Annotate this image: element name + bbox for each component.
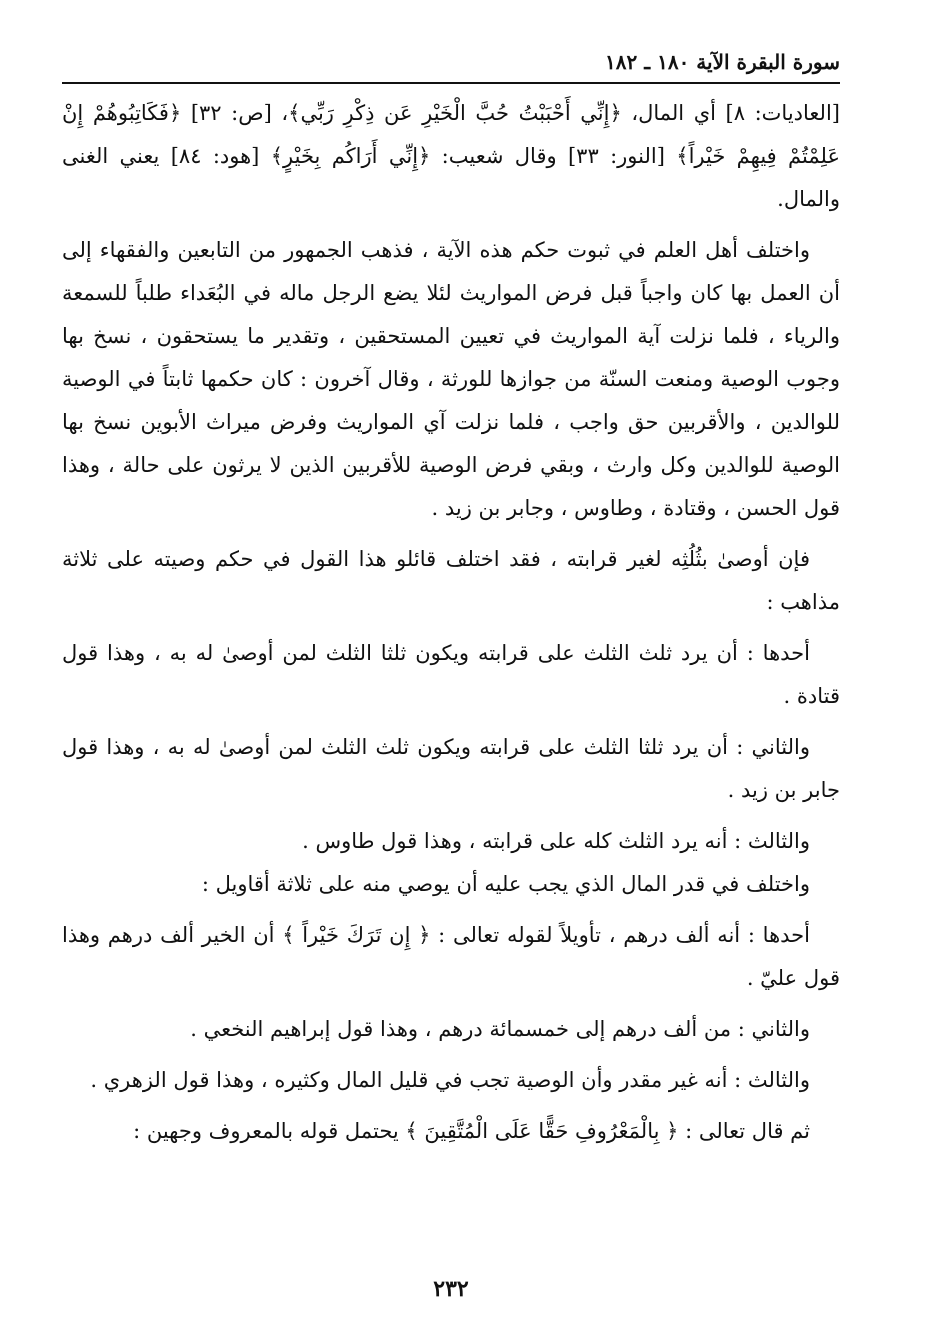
paragraph: أحدها : أنه ألف درهم ، تأويلاً لقوله تعالى : ﴿ إِن تَرَكَ خَيْراً ﴾ أن الخير ألف درهم وهذا قول عليّ .: [62, 923, 840, 990]
paragraph: فإن أوصىٰ بثُلُثِه لغير قرابته ، فقد اختلف قائلو هذا القول في حكم وصيته على ثلاثة مذاهب :: [62, 547, 840, 614]
running-header: [62, 40, 840, 82]
paragraph: واختلف أهل العلم في ثبوت حكم هذه الآية ، فذهب الجمهور من التابعين والفقهاء إلى أن العمل بها كان واجباً قبل فرض المواريث لئلا يضع الرجل ماله في البُعَداء طلباً للسمعة والرياء ، فلما نزلت آية المواريث في تعيين المستحقين ، وتقدير ما يستحقون ، نسخ بها وجوب الوصية ومنعت السنّة من جوازها للورثة ، وقال آخرون : كان حكمها ثابتاً في الوصية للوالدين ، والأقربين حق واجب ، فلما نزلت آي المواريث وفرض ميراث الأبوين نسخ بها الوصية للوالدين وكل وارث ، وبقي فرض الوصية للأقربين الذين لا يرثون على حالة ، وهذا قول الحسن ، وقتادة ، وطاوس ، وجابر بن زيد .: [62, 238, 840, 520]
paragraph: واختلف في قدر المال الذي يجب عليه أن يوصي منه على ثلاثة أقاويل :: [201, 872, 810, 896]
paragraph: والثاني : من ألف درهم إلى خمسمائة درهم ، وهذا قول إبراهيم النخعي .: [190, 1017, 810, 1041]
paragraph: أحدها : أن يرد ثلث الثلث على قرابته ويكون ثلثا الثلث لمن أوصىٰ له به ، وهذا قول قتادة .: [62, 641, 840, 708]
header-title: سورة البقرة الآية ١٨٠ ـ ١٨٢: [605, 50, 840, 74]
page-body: [62, 92, 840, 1153]
paragraph: والثاني : أن يرد ثلثا الثلث على قرابته ويكون ثلث الثلث لمن أوصىٰ له به ، وهذا قول جابر بن زيد .: [62, 735, 840, 802]
paragraph: والثالث : أنه غير مقدر وأن الوصية تجب في قليل المال وكثيره ، وهذا قول الزهري .: [90, 1068, 810, 1092]
header-rule: [62, 82, 840, 84]
paragraph: والثالث : أنه يرد الثلث كله على قرابته ، وهذا قول طاوس .: [302, 829, 810, 853]
paragraph: [العاديات: ٨] أي المال، ﴿إِنِّي أَحْبَبْتُ حُبَّ الْخَيْرِ عَن ذِكْرِ رَبِّي﴾، [ص: ٣٢] ﴿فَكَاتِبُوهُمْ إِنْ عَلِمْتُمْ فِيهِمْ خَيْراً﴾ [النور: ٣٣] وقال شعيب: ﴿إِنِّي أَرَاكُم بِخَيْرٍ﴾ [هود: ٨٤] يعني الغنى والمال.: [62, 101, 840, 211]
book-page: [62, 40, 840, 1320]
page-number: ٢٣٢: [433, 1276, 469, 1302]
paragraph: ثم قال تعالى : ﴿ بِالْمَعْرُوفِ حَقًّا عَلَى الْمُتَّقِينَ ﴾ يحتمل قوله بالمعروف وجهين :: [133, 1119, 810, 1143]
